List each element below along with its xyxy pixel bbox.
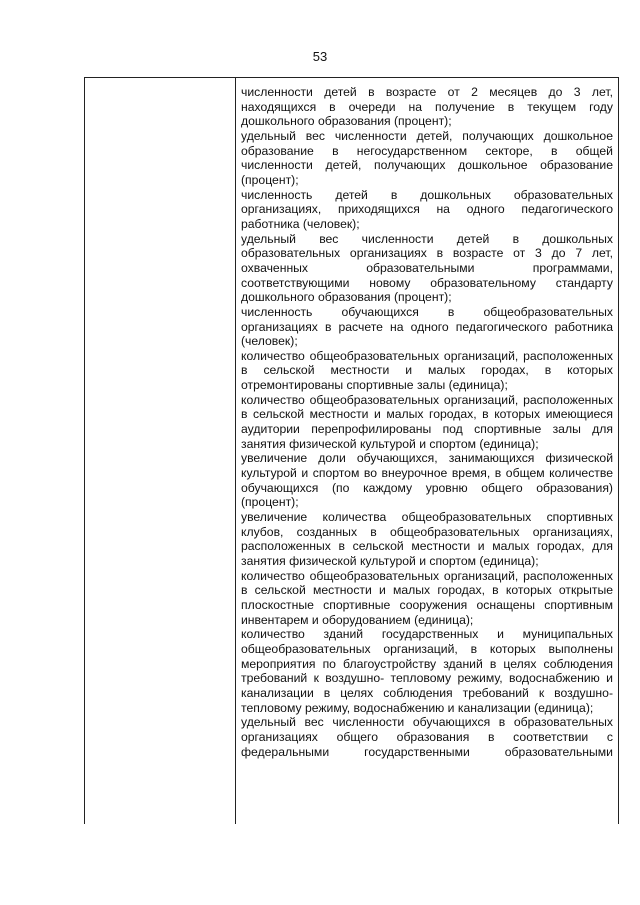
indicator-paragraph: удельный вес численности обучающихся в образовательных организациях общего образования в соответствии с федеральными государственными образовательными xyxy=(241,715,613,759)
document-table xyxy=(84,77,619,824)
page-number: 53 xyxy=(312,49,328,64)
indicator-paragraph: численности детей в возрасте от 2 месяцев до 3 лет, находящихся в очереди на получение в текущем году дошкольного образования (процент); xyxy=(241,85,613,129)
indicator-paragraph: удельный вес численности детей в дошкольных образовательных организациях в возрасте от 3 до 7 лет, охваченных образовательными программами, соответствующими новому образовательному стандарту дошкольного образования (процент); xyxy=(241,231,613,305)
table-right-cell xyxy=(241,85,613,759)
indicator-paragraph: количество общеобразовательных организаций, расположенных в сельской местности и малых городах, в которых имеющиеся аудитории перепрофилированы под спортивные залы для занятия физической культурой и спортом (единица); xyxy=(241,392,613,451)
indicator-paragraph: количество зданий государственных и муниципальных общеобразовательных организаций, в которых выполнены мероприятия по благоустройству зданий в целях соблюдения требований к воздушно- тепловому режиму, водоснабжению и канализации в целях соблюдения требований к воздушно- тепловому режиму, водоснабжению и канализации (единица); xyxy=(241,627,613,715)
indicator-paragraph: количество общеобразовательных организаций, расположенных в сельской местности и малых городах, в которых открытые плоскостные спортивные сооружения оснащены спортивным инвентарем и оборудованием (единица); xyxy=(241,568,613,627)
indicator-paragraph: удельный вес численности детей, получающих дошкольное образование в негосударственном секторе, в общей численности детей, получающих дошкольное образование (процент); xyxy=(241,128,613,187)
table-left-cell xyxy=(85,78,236,824)
indicator-paragraph: количество общеобразовательных организаций, расположенных в сельской местности и малых городах, в которых отремонтированы спортивные залы (единица); xyxy=(241,348,613,393)
indicator-paragraph: увеличение количества общеобразовательных спортивных клубов, созданных в общеобразовательных организациях, расположенных в сельской местности и малых городах, для занятия физической культурой и спортом (единица); xyxy=(241,510,613,568)
indicator-paragraph: увеличение доли обучающихся, занимающихся физической культурой и спортом во внеурочное время, в общем количестве обучающихся (по каждому уровню общего образования) (процент); xyxy=(241,451,613,510)
indicator-paragraph: численность обучающихся в общеобразовательных организациях в расчете на одного педагогического работника (человек); xyxy=(241,304,613,349)
indicator-paragraph: численность детей в дошкольных образовательных организациях, приходящихся на одного педагогического работника (человек); xyxy=(241,187,613,231)
